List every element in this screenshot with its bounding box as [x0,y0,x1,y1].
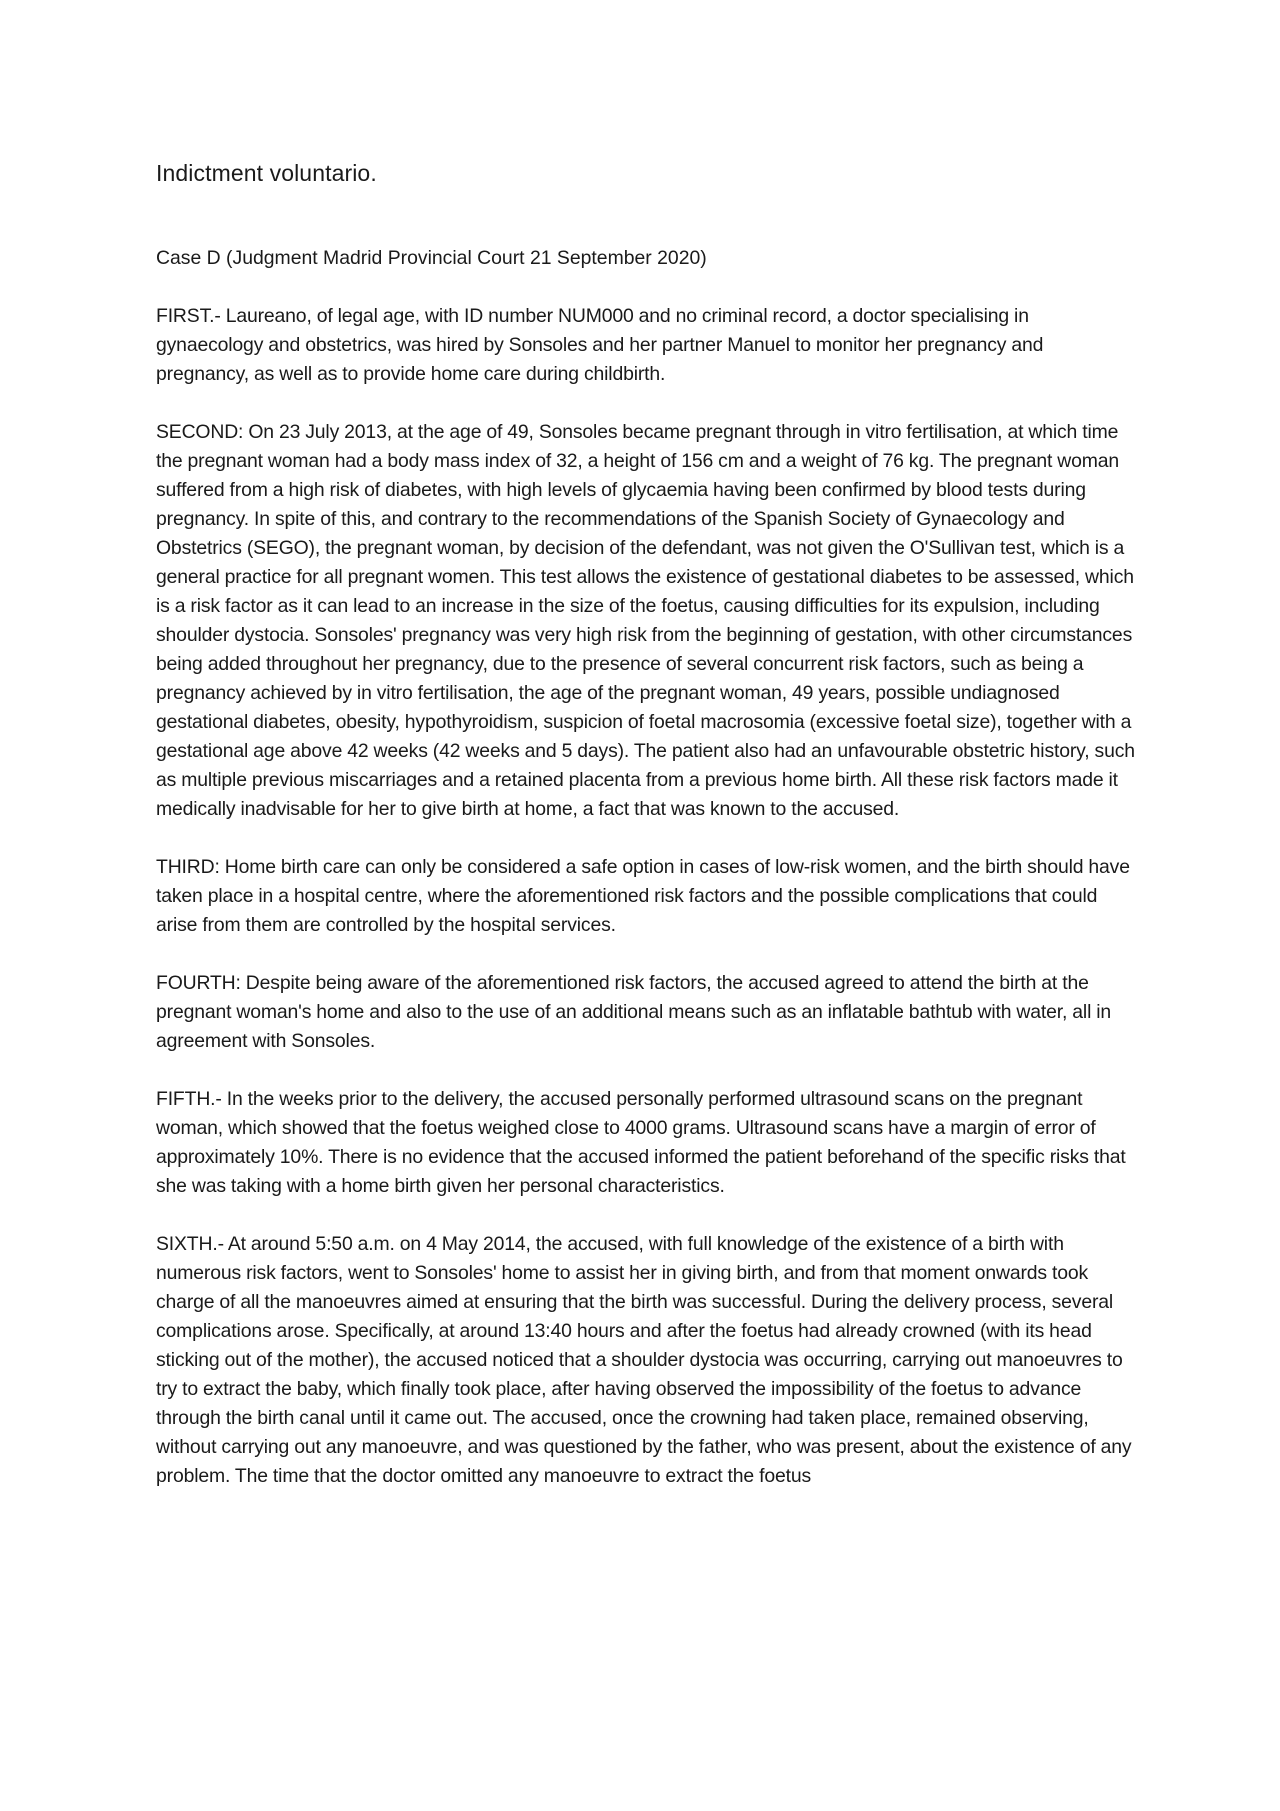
paragraph-fifth: FIFTH.- In the weeks prior to the delivery, the accused personally performed ultrasound scans on the pregnant woman, which showed that the foetus weighed close to 4000 grams. Ultrasound scans have a margin of error of approximately 10%. There is no evidence that the accused informed the patient beforehand of the specific risks that she was taking with a home birth given her personal characteristics. [156,1088,1126,1197]
document-title: Indictment voluntario. [156,160,377,186]
document-body [156,158,1136,1520]
case-heading: Case D (Judgment Madrid Provincial Court 21 September 2020) [156,247,707,269]
paragraph-sixth: SIXTH.- At around 5:50 a.m. on 4 May 2014, the accused, with full knowledge of the existence of a birth with numerous risk factors, went to Sonsoles' home to assist her in giving birth, and from that moment onwards took charge of all the manoeuvres aimed at ensuring that the birth was successful. During the delivery process, several complications arose. Specifically, at around 13:40 hours and after the foetus had already crowned (with its head sticking out of the mother), the accused noticed that a shoulder dystocia was occurring, carrying out manoeuvres to try to extract the baby, which finally took place, after having observed the impossibility of the foetus to advance through the birth canal until it came out. The accused, once the crowning had taken place, remained observing, without carrying out any manoeuvre, and was questioned by the father, who was present, about the existence of any problem. The time that the doctor omitted any manoeuvre to extract the foetus [156,1233,1132,1487]
paragraph-second: SECOND: On 23 July 2013, at the age of 49, Sonsoles became pregnant through in vitro fertilisation, at which time the pregnant woman had a body mass index of 32, a height of 156 cm and a weight of 76 kg. The pregnant woman suffered from a high risk of diabetes, with high levels of glycaemia having been confirmed by blood tests during pregnancy. In spite of this, and contrary to the recommendations of the Spanish Society of Gynaecology and Obstetrics (SEGO), the pregnant woman, by decision of the defendant, was not given the O'Sullivan test, which is a general practice for all pregnant women. This test allows the existence of gestational diabetes to be assessed, which is a risk factor as it can lead to an increase in the size of the foetus, causing difficulties for its expulsion, including shoulder dystocia. Sonsoles' pregnancy was very high risk from the beginning of gestation, with other circumstances being added throughout her pregnancy, due to the presence of several concurrent risk factors, such as being a pregnancy achieved by in vitro fertilisation, the age of the pregnant woman, 49 years, possible undiagnosed gestational diabetes, obesity, hypothyroidism, suspicion of foetal macrosomia (excessive foetal size), together with a gestational age above 42 weeks (42 weeks and 5 days). The patient also had an unfavourable obstetric history, such as multiple previous miscarriages and a retained placenta from a previous home birth. All these risk factors made it medically inadvisable for her to give birth at home, a fact that was known to the accused. [156,421,1135,820]
paragraph-fourth: FOURTH: Despite being aware of the aforementioned risk factors, the accused agreed to attend the birth at the pregnant woman's home and also to the use of an additional means such as an inflatable bathtub with water, all in agreement with Sonsoles. [156,972,1112,1052]
paragraph-third: THIRD: Home birth care can only be considered a safe option in cases of low-risk women, and the birth should have taken place in a hospital centre, where the aforementioned risk factors and the possible complications that could arise from them are controlled by the hospital services. [156,856,1130,936]
paragraph-first: FIRST.- Laureano, of legal age, with ID number NUM000 and no criminal record, a doctor specialising in gynaecology and obstetrics, was hired by Sonsoles and her partner Manuel to monitor her pregnancy and pregnancy, as well as to provide home care during childbirth. [156,305,1044,385]
